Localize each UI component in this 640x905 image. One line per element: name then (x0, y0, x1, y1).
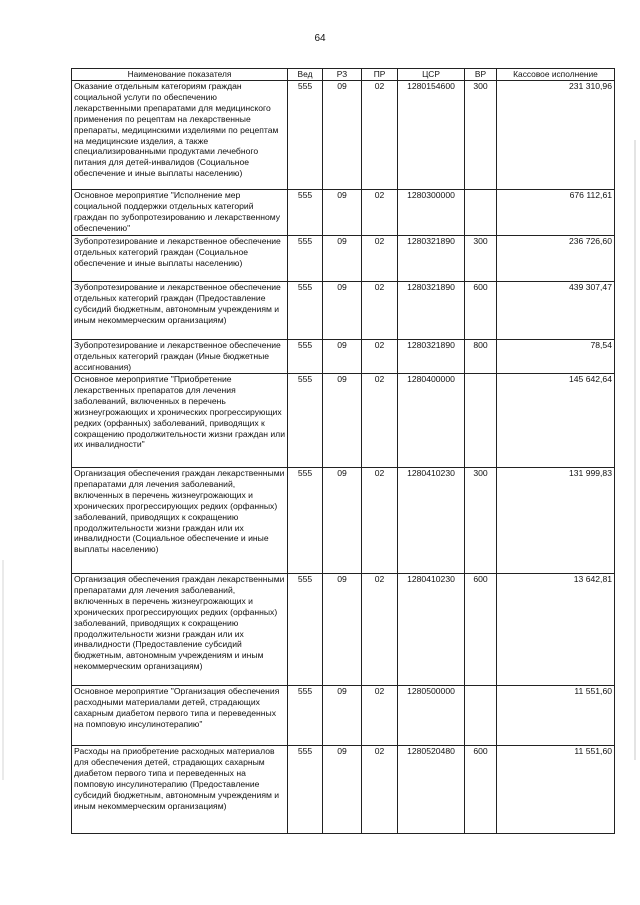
row-rz: 09 (323, 81, 362, 190)
row-rz: 09 (323, 746, 362, 834)
header-indicator-name: Наименование показателя (72, 69, 288, 81)
row-rz: 09 (323, 374, 362, 468)
row-name: Зубопротезирование и лекарственное обеспечение отдельных категорий граждан (Предоставление субсидий бюджетным, автономным учреждениям и иным некоммерческим организациям) (72, 282, 288, 340)
table-row (72, 236, 615, 282)
row-ved: 555 (288, 746, 323, 834)
row-name: Основное мероприятие "Приобретение лекарственных препаратов для лечения заболеваний, включенных в перечень жизнеугрожающих и хронических прогрессирующих редких (орфанных) заболеваний, приводящих к сокращению продолжительности жизни граждан или их инвалидности" (72, 374, 288, 468)
header-pr: ПР (362, 69, 398, 81)
row-vr: 600 (465, 574, 497, 686)
row-csr: 1280520480 (398, 746, 465, 834)
row-csr: 1280321890 (398, 340, 465, 374)
row-pr: 02 (362, 374, 398, 468)
row-pr: 02 (362, 468, 398, 574)
table-row (72, 81, 615, 190)
row-amount: 145 642,64 (497, 374, 615, 468)
row-amount: 11 551,60 (497, 746, 615, 834)
row-rz: 09 (323, 236, 362, 282)
row-vr: 600 (465, 746, 497, 834)
page-number: 64 (314, 33, 326, 44)
row-vr: 800 (465, 340, 497, 374)
row-name: Зубопротезирование и лекарственное обеспечение отдельных категорий граждан (Социальное обеспечение и иные выплаты населению) (72, 236, 288, 282)
table-row (72, 746, 615, 834)
table-header-row (72, 69, 615, 81)
row-ved: 555 (288, 190, 323, 236)
row-vr: 600 (465, 282, 497, 340)
row-name: Основное мероприятие "Исполнение мер социальной поддержки отдельных категорий граждан по зубопротезированию и лекарственному обеспечению" (72, 190, 288, 236)
header-csr: ЦСР (398, 69, 465, 81)
row-vr: 300 (465, 236, 497, 282)
row-amount: 676 112,61 (497, 190, 615, 236)
row-pr: 02 (362, 340, 398, 374)
row-pr: 02 (362, 190, 398, 236)
row-csr: 1280410230 (398, 468, 465, 574)
row-amount: 231 310,96 (497, 81, 615, 190)
row-ved: 555 (288, 236, 323, 282)
row-vr (465, 686, 497, 746)
row-vr: 300 (465, 81, 497, 190)
row-rz: 09 (323, 574, 362, 686)
row-name: Оказание отдельным категориям граждан социальной услуги по обеспечению лекарственными препаратами для медицинского применения по рецептам на лекарственные препараты, медицинскими изделиями по рецептам на медицинские изделия, а также специализированными продуктами лечебного питания для детей-инвалидов (Социальное обеспечение и иные выплаты населению) (72, 81, 288, 190)
scan-edge-shadow (2, 560, 4, 780)
row-ved: 555 (288, 340, 323, 374)
table-row (72, 574, 615, 686)
scan-edge-shadow (634, 140, 636, 760)
row-csr: 1280300000 (398, 190, 465, 236)
row-name: Основное мероприятие "Организация обеспечения расходными материалами детей, страдающих сахарным диабетом первого типа и переведенных на помповую инсулинотерапию" (72, 686, 288, 746)
row-vr (465, 190, 497, 236)
table-row (72, 374, 615, 468)
row-amount: 78,54 (497, 340, 615, 374)
row-amount: 236 726,60 (497, 236, 615, 282)
row-ved: 555 (288, 81, 323, 190)
row-name: Организация обеспечения граждан лекарственными препаратами для лечения заболеваний, включенных в перечень жизнеугрожающих и хронических прогрессирующих редких (орфанных) заболеваний, приводящих к сокращению продолжительности жизни граждан или их инвалидности (Предоставление субсидий бюджетным, автономным учреждениям и иным некоммерческим организациям) (72, 574, 288, 686)
row-rz: 09 (323, 468, 362, 574)
table-row (72, 686, 615, 746)
row-ved: 555 (288, 282, 323, 340)
table-row (72, 282, 615, 340)
row-csr: 1280410230 (398, 574, 465, 686)
row-name: Расходы на приобретение расходных материалов для обеспечения детей, страдающих сахарным диабетом первого типа и переведенных на помповую инсулинотерапию (Предоставление субсидий бюджетным, автономным учреждениям и иным некоммерческим организациям) (72, 746, 288, 834)
row-rz: 09 (323, 282, 362, 340)
table-row (72, 190, 615, 236)
row-ved: 555 (288, 468, 323, 574)
row-amount: 13 642,81 (497, 574, 615, 686)
header-rz: РЗ (323, 69, 362, 81)
row-amount: 131 999,83 (497, 468, 615, 574)
row-ved: 555 (288, 686, 323, 746)
row-csr: 1280321890 (398, 236, 465, 282)
row-csr: 1280321890 (398, 282, 465, 340)
row-csr: 1280400000 (398, 374, 465, 468)
row-vr (465, 374, 497, 468)
row-pr: 02 (362, 81, 398, 190)
header-vr: ВР (465, 69, 497, 81)
header-cash-execution: Кассовое исполнение (497, 69, 615, 81)
row-csr: 1280500000 (398, 686, 465, 746)
row-pr: 02 (362, 686, 398, 746)
row-rz: 09 (323, 340, 362, 374)
row-name: Организация обеспечения граждан лекарственными препаратами для лечения заболеваний, включенных в перечень жизнеугрожающих и хронических прогрессирующих редких (орфанных) заболеваний, приводящих к сокращению продолжительности жизни граждан или их инвалидности (Социальное обеспечение и иные выплаты населению) (72, 468, 288, 574)
table-row (72, 340, 615, 374)
row-rz: 09 (323, 686, 362, 746)
row-pr: 02 (362, 574, 398, 686)
budget-execution-table (71, 68, 615, 834)
header-ved: Вед (288, 69, 323, 81)
row-ved: 555 (288, 574, 323, 686)
row-rz: 09 (323, 190, 362, 236)
row-ved: 555 (288, 374, 323, 468)
row-vr: 300 (465, 468, 497, 574)
row-amount: 439 307,47 (497, 282, 615, 340)
row-pr: 02 (362, 746, 398, 834)
row-csr: 1280154600 (398, 81, 465, 190)
table-row (72, 468, 615, 574)
row-pr: 02 (362, 282, 398, 340)
row-name: Зубопротезирование и лекарственное обеспечение отдельных категорий граждан (Иные бюджетные ассигнования) (72, 340, 288, 374)
row-pr: 02 (362, 236, 398, 282)
row-amount: 11 551,60 (497, 686, 615, 746)
